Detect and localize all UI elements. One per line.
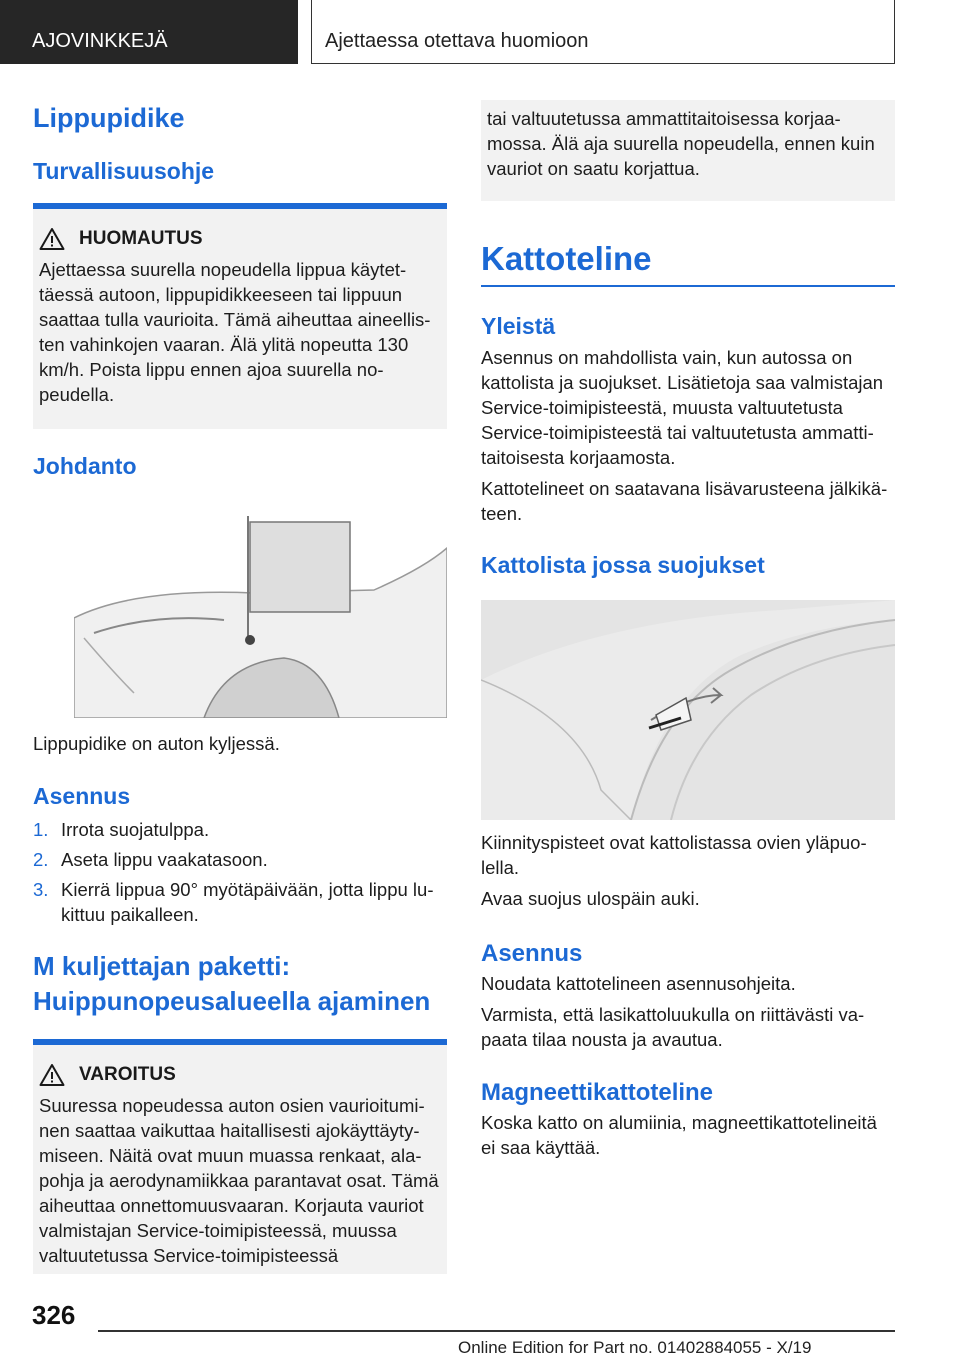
left-column [33, 96, 447, 1274]
footer-rule [98, 1330, 895, 1332]
install-paragraph-1: Noudata kattotelineen asennusohjeita. [481, 972, 796, 994]
warning-triangle-icon [39, 1063, 65, 1087]
step-number: 2. [33, 849, 49, 870]
warning-header [39, 1063, 439, 1087]
step-text: Kierrä lippua 90° myötäpäivään, jotta lippu lu-kittuu paikalleen. [61, 879, 434, 925]
install-heading-right: Asennus [481, 939, 583, 967]
flag-holder-title: Lippupidike [33, 103, 185, 133]
notice-text: Ajettaessa suurella nopeudella lippua käytet-täessä autoon, lippupidikkeeseen tai lippuun saattaa tulla vaurioita. Tämä aiheuttaa aineellis-ten vahinkojen vaaran. Älä ylitä nopeutta 130 km/h. Poista lippu ennen ajoa suurella no-peudella. [39, 259, 431, 405]
step-number: 1. [33, 819, 49, 840]
chapter-title: Ajettaessa otettava huomioon [325, 30, 589, 52]
install-heading-left: Asennus [33, 783, 131, 809]
roof-rail-image [481, 600, 895, 820]
magnet-heading: Magneettikattoteline [481, 1078, 714, 1106]
right-column [481, 100, 895, 1160]
notice-header [39, 227, 439, 251]
warning-label: VAROITUS [79, 1064, 176, 1085]
roof-rail-heading: Kattolista jossa suojukset [481, 551, 765, 578]
warning-continuation-text: tai valtuutetussa ammattitaitoisessa korjaa-mossa. Älä aja suurella nopeudella, ennen kuin vauriot on saatu korjattua. [487, 108, 875, 179]
image-caption: Lippupidike on auton kyljessä. [33, 733, 280, 754]
m-package-heading: M kuljettajan paketti: Huippunopeusalueella ajaminen [33, 951, 431, 1016]
rail-paragraph-2: Avaa suojus ulospäin auki. [481, 887, 700, 909]
page-number: 326 [32, 1300, 76, 1330]
warning-triangle-icon [39, 227, 65, 251]
general-heading: Yleistä [481, 312, 556, 339]
roof-rack-title: Kattoteline [481, 240, 652, 277]
general-paragraph-1: Asennus on mahdollista vain, kun autossa on kattolista ja suojukset. Lisätietoja saa valmistajan Service-toimipisteestä, muusta valtuutetusta Service-toimipisteestä tai valtuutetusta ammatti-taitoisesta korjaamosta. [481, 346, 884, 468]
intro-heading: Johdanto [33, 453, 137, 479]
step-text: Aseta lippu vaakatasoon. [61, 849, 268, 870]
list-item [33, 847, 447, 872]
chapter-tab [311, 0, 895, 64]
notice-label: HUOMAUTUS [79, 228, 203, 249]
list-item [33, 817, 447, 842]
list-item [33, 877, 447, 927]
notice-box [33, 203, 447, 429]
rail-paragraph-1: Kiinnityspisteet ovat kattolistassa ovien yläpuo-lella. [481, 831, 867, 878]
flag-holder-image [74, 508, 447, 718]
warning-continuation-box [481, 100, 895, 201]
section-title: AJOVINKKEJÄ [32, 30, 168, 52]
title-rule [481, 285, 895, 287]
edition-text: Online Edition for Part no. 01402884055 - X/19 [458, 1338, 812, 1357]
warning-box [33, 1039, 447, 1274]
step-text: Irrota suojatulppa. [61, 819, 210, 840]
magnet-paragraph: Koska katto on alumiinia, magneettikattotelineitä ei saa käyttää. [481, 1111, 877, 1158]
step-number: 3. [33, 879, 49, 900]
general-paragraph-2: Kattotelineet on saatavana lisävarusteena jälkikä-teen. [481, 477, 888, 524]
warning-text: Suuressa nopeudessa auton osien vaurioitumi-nen saattaa vaikuttaa haitallisesti ajokäyttäyty-miseen. Näitä ovat muun muassa renkaat, ala-pohja ja aerodynamiikkaa parantavat osat. Tämä aiheuttaa onnettomuusvaaran. Korjauta vauriot valmistajan Service-toimipisteessä, muussa valtuutetussa Service-toimipisteessä [39, 1095, 439, 1266]
install-paragraph-2: Varmista, että lasikattoluukulla on riittävästi va-paata tilaa nousta ja avautua. [481, 1003, 865, 1050]
section-tab [0, 0, 298, 64]
safety-heading: Turvallisuusohje [33, 158, 215, 184]
install-steps [33, 817, 447, 927]
